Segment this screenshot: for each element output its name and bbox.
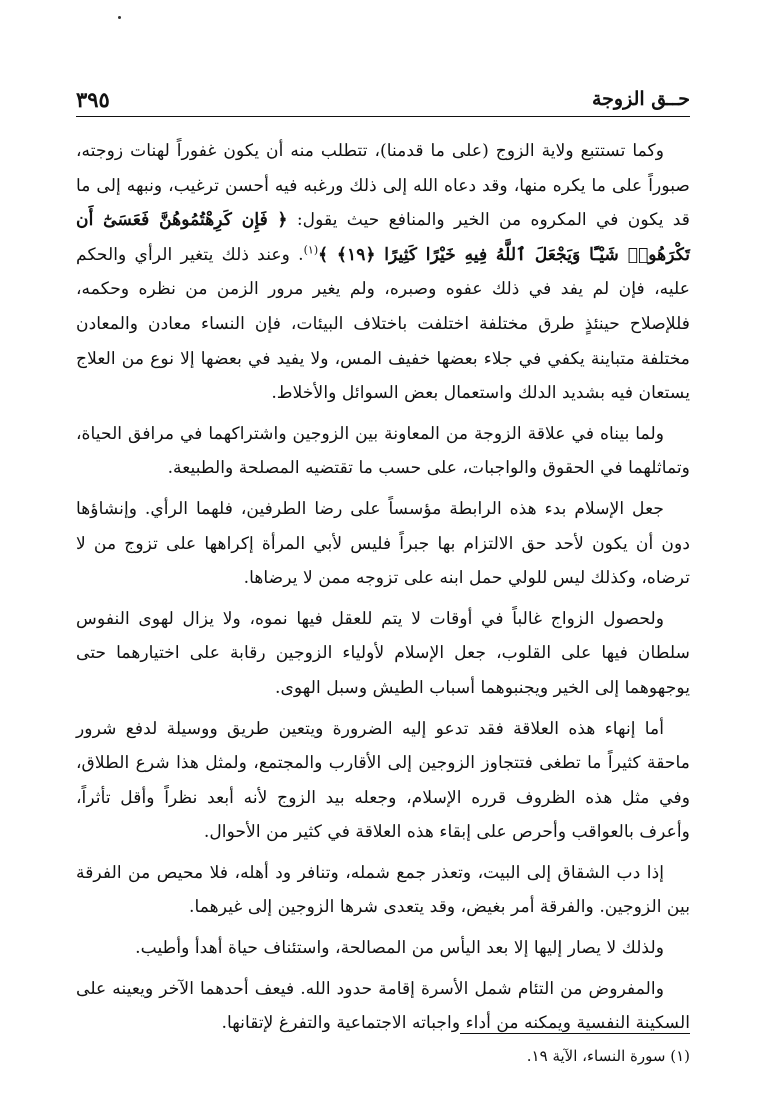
page-number: ٣٩٥ (76, 86, 110, 112)
footnote-divider (460, 1033, 690, 1034)
quran-verse: ﴿ فَإِن كَرِهْتُمُوهُنَّ فَعَسَىٰٓ أَن تَكْرَهُوا۟ شَيْـًٔا وَيَجْعَلَ ٱللَّهُ فِيهِ خَيْرًا كَثِيرًا ﴿١٩﴾ ﴾ (76, 210, 690, 265)
page-header (76, 82, 690, 117)
paragraph-8: والمفروض من التئام شمل الأسرة إقامة حدود الله. فيعف أحدهما الآخر ويعينه على السكينة النفسية ويمكنه من أداء واجباته الاجتماعية والتفرغ لإتقانها. (76, 978, 690, 1034)
footnote: (١) سورة النساء، الآية ١٩. (526, 1047, 690, 1065)
paragraph-4: ولحصول الزواج غالباً في أوقات لا يتم للعقل فيها نموه، ولا يزال لهوى النفوس سلطان فيها على القلوب، جعل الإسلام لأولياء الزوجين رقابة على اختيارهما حتى يوجهوهما إلى الخير ويجنبوهما أسباب الطيش وسبل الهوى. (76, 608, 690, 698)
paragraph-1 (76, 134, 690, 411)
body-text (76, 132, 690, 1047)
paragraph-2: ولما بيناه في علاقة الزوجة من المعاونة بين الزوجين واشتراكهما في مرافق الحياة، وتماثلهما في الحقوق والواجبات، على حسب ما تقتضيه المصلحة والطبيعة. (76, 423, 690, 479)
paragraph-7: ولذلك لا يصار إليها إلا بعد اليأس من المصالحة، واستئناف حياة أهدأ وأطيب. (135, 938, 664, 959)
paragraph-3: جعل الإسلام بدء هذه الرابطة مؤسساً على رضا الطرفين، فلهما الرأي. وإنشاؤها دون أن يكون لأحد حق الالتزام بها جبراً فليس لأبي المرأة إكراهها على تزوج من لا ترضاه، وكذلك ليس للولي حمل ابنه على تزوجه ممن لا يرضاها. (76, 498, 690, 589)
running-title: حــق الزوجة (592, 88, 690, 110)
paragraph-1-text: وكما تستتبع ولاية الزوج (على ما قدمنا)، تتطلب منه أن يكون غفوراً لهنات زوجته، صبوراً على ما يكره منها، وقد دعاه الله إلى ذلك ورغبه فيه أحسن ترغيب، ونبهه إلى ما قد يكون في المكروه من الخير والمنافع حيث يقول: (76, 141, 690, 231)
paragraph-5: أما إنهاء هذه العلاقة فقد تدعو إليه الضرورة ويتعين طريق ووسيلة لدفع شرور ماحقة كثيراً ما تطغى فتتجاوز الزوجين إلى الأقارب والمجتمع، ولمثل هذا شرع الطلاق، وفي مثل هذه الظروف قرره الإسلام، وجعله بيد الزوج لأنه أبعد نظراً وأقل تأثراً، وأعرف بالعواقب وأحرص على إبقاء هذه العلاقة في كثير من الأحوال. (76, 718, 690, 843)
footnote-reference[interactable]: (١) (303, 243, 319, 257)
paragraph-1-continuation: . وعند ذلك يتغير الرأي والحكم عليه، فإن لم يفد في ذلك عفوه وصبره، ولم يغير مرور الزمن من نظره وحكمه، فللإصلاح حينئذٍ طرق مختلفة اختلفت باختلاف البيئات، فإن النساء معادن والمعادن مختلفة متباينة يكفي في جلاء بعضها خفيف المس، ولا يفيد في بعضها إلا نوع من العلاج يستعان فيه بشديد الدلك واستعمال بعض السوائل والأخلاط. (76, 244, 690, 404)
paragraph-6: إذا دب الشقاق إلى البيت، وتعذر جمع شمله، وتنافر ود أهله، فلا محيص من الفرقة بين الزوجين. والفرقة أمر بغيض، وقد يتعدى شرها الزوجين إلى غيرهما. (76, 862, 690, 918)
scan-speck (118, 16, 121, 19)
